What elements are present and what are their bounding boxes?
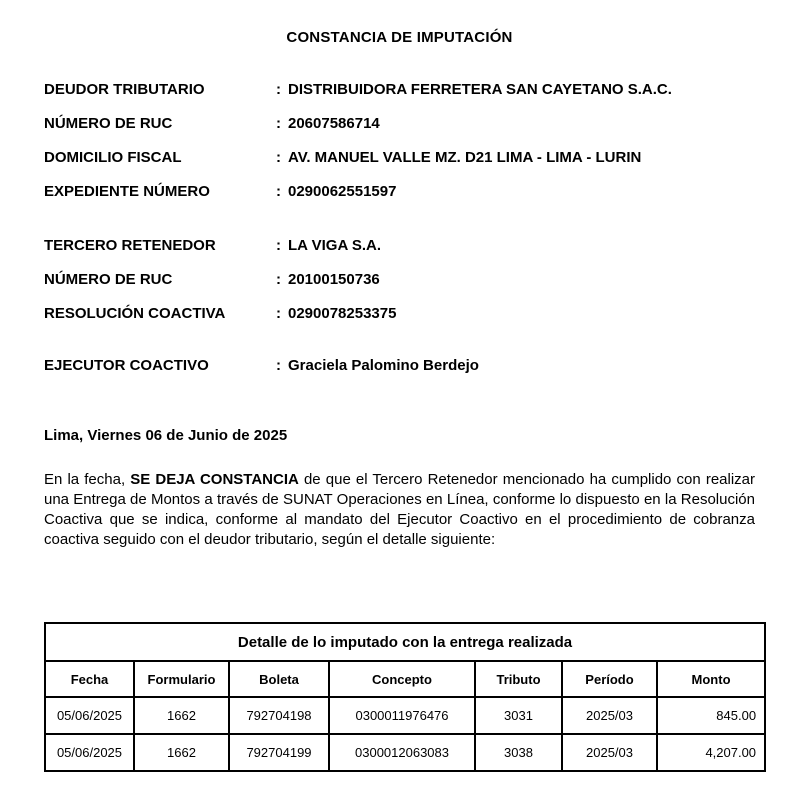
- paragraph-prefix: En la fecha,: [44, 471, 131, 488]
- col-header-formulario: Formulario: [134, 661, 229, 697]
- field-label: EXPEDIENTE NÚMERO: [44, 183, 210, 200]
- colon-separator: :: [276, 183, 281, 200]
- field-value: LA VIGA S.A.: [288, 237, 382, 254]
- col-header-concepto: Concepto: [329, 661, 475, 697]
- cell-tributo: 3031: [475, 697, 562, 734]
- field-label: TERCERO RETENEDOR: [44, 237, 216, 254]
- cell-formulario: 1662: [134, 697, 229, 734]
- info-row-tercero-retenedor: [44, 236, 755, 256]
- field-value: Graciela Palomino Berdejo: [288, 357, 479, 374]
- field-value: 20100150736: [288, 271, 380, 288]
- field-label: RESOLUCIÓN COACTIVA: [44, 305, 226, 322]
- field-value: AV. MANUEL VALLE MZ. D21 LIMA - LIMA - LURIN: [288, 149, 642, 166]
- cell-monto: 4,207.00: [657, 734, 765, 771]
- col-header-periodo: Período: [562, 661, 657, 697]
- page-title: CONSTANCIA DE IMPUTACIÓN: [286, 29, 513, 46]
- col-header-tributo: Tributo: [475, 661, 562, 697]
- cell-monto: 845.00: [657, 697, 765, 734]
- cell-periodo: 2025/03: [562, 734, 657, 771]
- executor-section: [44, 356, 755, 376]
- cell-periodo: 2025/03: [562, 697, 657, 734]
- colon-separator: :: [276, 81, 281, 98]
- table-row: [45, 734, 765, 771]
- info-row-numero-ruc-deudor: [44, 114, 755, 134]
- field-value: 0290078253375: [288, 305, 397, 322]
- colon-separator: :: [276, 357, 281, 374]
- cell-formulario: 1662: [134, 734, 229, 771]
- colon-separator: :: [276, 237, 281, 254]
- table-title-row: [45, 623, 765, 661]
- colon-separator: :: [276, 115, 281, 132]
- cell-concepto: 0300012063083: [329, 734, 475, 771]
- colon-separator: :: [276, 305, 281, 322]
- info-row-deudor-tributario: [44, 80, 755, 100]
- col-header-monto: Monto: [657, 661, 765, 697]
- field-label: NÚMERO DE RUC: [44, 271, 173, 288]
- colon-separator: :: [276, 271, 281, 288]
- cell-tributo: 3038: [475, 734, 562, 771]
- info-row-expediente-numero: [44, 182, 755, 202]
- info-row-domicilio-fiscal: [44, 148, 755, 168]
- info-row-numero-ruc-retenedor: [44, 270, 755, 290]
- cell-boleta: 792704198: [229, 697, 329, 734]
- field-label: DOMICILIO FISCAL: [44, 149, 182, 166]
- table-title: Detalle de lo imputado con la entrega realizada: [45, 623, 765, 661]
- table-header-row: [45, 661, 765, 697]
- debtor-section: [44, 80, 755, 202]
- cell-concepto: 0300011976476: [329, 697, 475, 734]
- paragraph-suffix: de que el Tercero Retenedor mencionado ha cumplido con realizar una Entrega de Montos a través de SUNAT Operaciones en Línea, conforme lo dispuesto en la Resolución Coactiva que se indica, conforme al mandato del Ejecutor Coactivo en el procedimiento de cobranza coactiva seguido con el deudor tributario, según el detalle siguiente:: [44, 471, 756, 548]
- col-header-fecha: Fecha: [45, 661, 134, 697]
- col-header-boleta: Boleta: [229, 661, 329, 697]
- table-row: [45, 697, 765, 734]
- info-row-resolucion-coactiva: [44, 304, 755, 324]
- field-value: 20607586714: [288, 115, 380, 132]
- field-label: EJECUTOR COACTIVO: [44, 357, 209, 374]
- paragraph-bold-phrase: SE DEJA CONSTANCIA: [130, 471, 299, 488]
- cell-boleta: 792704199: [229, 734, 329, 771]
- date-line: Lima, Viernes 06 de Junio de 2025: [44, 427, 288, 444]
- cell-fecha: 05/06/2025: [45, 697, 134, 734]
- colon-separator: :: [276, 149, 281, 166]
- retainer-section: [44, 236, 755, 324]
- field-value: DISTRIBUIDORA FERRETERA SAN CAYETANO S.A.C.: [288, 81, 672, 98]
- field-value: 0290062551597: [288, 183, 397, 200]
- body-paragraph: [44, 470, 755, 550]
- detail-table: [44, 622, 766, 772]
- field-label: DEUDOR TRIBUTARIO: [44, 81, 205, 98]
- cell-fecha: 05/06/2025: [45, 734, 134, 771]
- field-label: NÚMERO DE RUC: [44, 115, 173, 132]
- info-row-ejecutor-coactivo: [44, 356, 755, 376]
